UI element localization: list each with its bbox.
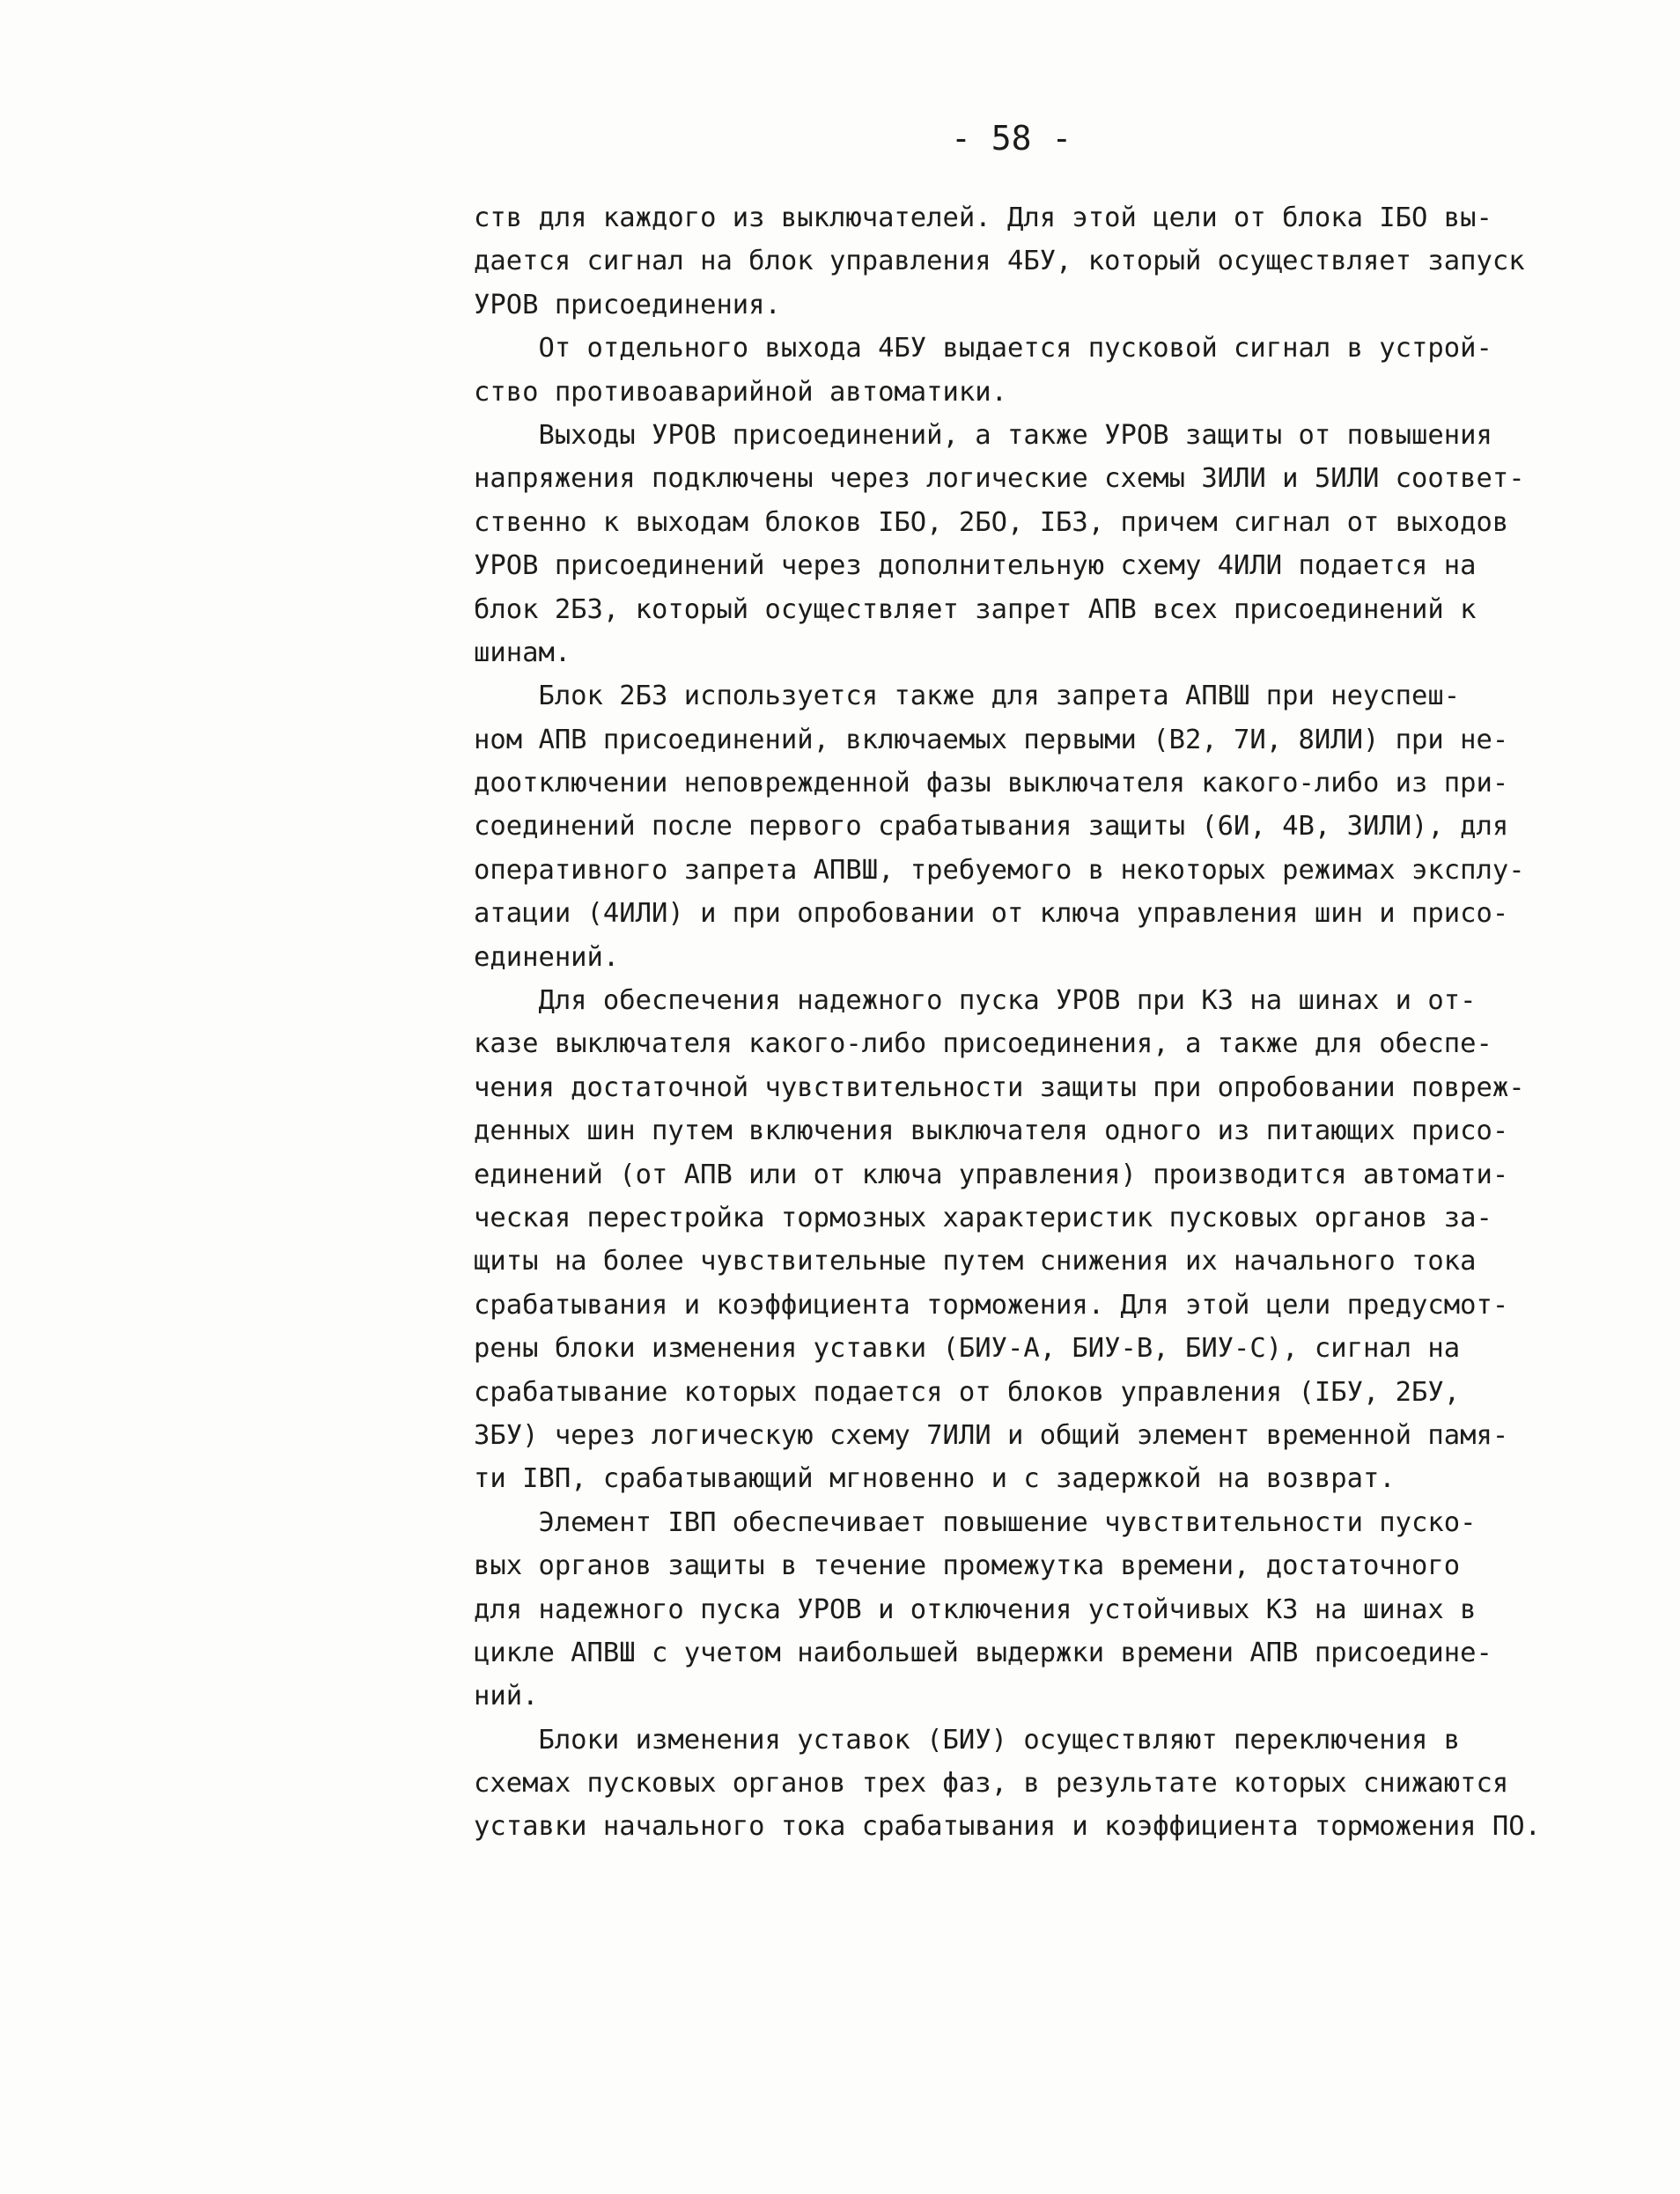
text-line: ств для каждого из выключателей. Для этой цели от блока IБО вы-	[474, 202, 1492, 233]
text-line: соединений после первого срабатывания защиты (6И, 4В, 3ИЛИ), для	[474, 811, 1509, 843]
text-line: УРОВ присоединения.	[474, 289, 781, 320]
text-line: цикле АПВШ с учетом наибольшей выдержки времени АПВ присоедине-	[474, 1637, 1492, 1668]
text-line: казе выключателя какого-либо присоединения, а также для обеспе-	[474, 1028, 1492, 1060]
text-line: чения достаточной чувствительности защиты при опробовании повреж-	[474, 1071, 1525, 1103]
text-line: ти IВП, срабатывающий мгновенно и с задержкой на возврат.	[474, 1463, 1396, 1495]
page-number: - 58 -	[951, 119, 1072, 158]
text-line: Выходы УРОВ присоединений, а также УРОВ защиты от повышения	[474, 419, 1492, 451]
text-line: уставки начального тока срабатывания и коэффициента торможения ПО.	[474, 1811, 1541, 1843]
text-line: вых органов защиты в течение промежутка времени, достаточного	[474, 1550, 1461, 1582]
text-line: Блоки изменения уставок (БИУ) осуществляют переключения в	[474, 1724, 1461, 1756]
text-line: рены блоки изменения уставки (БИУ-А, БИУ-В, БИУ-С), сигнал на	[474, 1333, 1461, 1365]
text-line: Элемент IВП обеспечивает повышение чувствительности пуско-	[474, 1506, 1477, 1538]
text-line: Для обеспечения надежного пуска УРОВ при КЗ на шинах и от-	[474, 985, 1477, 1017]
text-line: От отдельного выхода 4БУ выдается пусковой сигнал в устрой-	[474, 333, 1492, 364]
text-line: денных шин путем включения выключателя одного из питающих присо-	[474, 1115, 1509, 1147]
text-line: Блок 2БЗ используется также для запрета АПВШ при неуспеш-	[474, 681, 1461, 712]
text-line: ческая перестройка тормозных характеристик пусковых органов за-	[474, 1202, 1492, 1233]
text-line: срабатывание которых подается от блоков управления (IБУ, 2БУ,	[474, 1376, 1461, 1408]
text-line: ство противоаварийной автоматики.	[474, 376, 1007, 408]
text-line: УРОВ присоединений через дополнительную схему 4ИЛИ подается на	[474, 550, 1477, 582]
text-line: напряжения подключены через логические схемы 3ИЛИ и 5ИЛИ соответ-	[474, 463, 1525, 495]
text-line: единений (от АПВ или от ключа управления) производится автомати-	[474, 1159, 1509, 1190]
text-line: ственно к выходам блоков IБО, 2БО, IБЗ, причем сигнал от выходов	[474, 506, 1509, 538]
text-line: блок 2БЗ, который осуществляет запрет АПВ всех присоединений к	[474, 593, 1477, 625]
body-text	[474, 196, 1654, 1849]
text-line: 3БУ) через логическую схему 7ИЛИ и общий элемент временной памя-	[474, 1419, 1509, 1451]
text-line: дается сигнал на блок управления 4БУ, который осуществляет запуск	[474, 246, 1525, 277]
text-line: ном АПВ присоединений, включаемых первыми (В2, 7И, 8ИЛИ) при не-	[474, 724, 1509, 755]
text-line: единений.	[474, 941, 620, 973]
text-line: ний.	[474, 1681, 539, 1712]
text-line: оперативного запрета АПВШ, требуемого в некоторых режимах эксплу-	[474, 854, 1525, 886]
text-line: атации (4ИЛИ) и при опробовании от ключа управления шин и присо-	[474, 898, 1509, 930]
text-line: схемах пусковых органов трех фаз, в результате которых снижаются	[474, 1768, 1509, 1800]
text-line: щиты на более чувствительные путем снижения их начального тока	[474, 1246, 1477, 1277]
text-line: доотключении неповрежденной фазы выключателя какого-либо из при-	[474, 768, 1509, 799]
text-line: для надежного пуска УРОВ и отключения устойчивых КЗ на шинах в	[474, 1594, 1477, 1625]
text-line: срабатывания и коэффициента торможения. Для этой цели предусмот-	[474, 1289, 1509, 1321]
text-line: шинам.	[474, 637, 571, 668]
